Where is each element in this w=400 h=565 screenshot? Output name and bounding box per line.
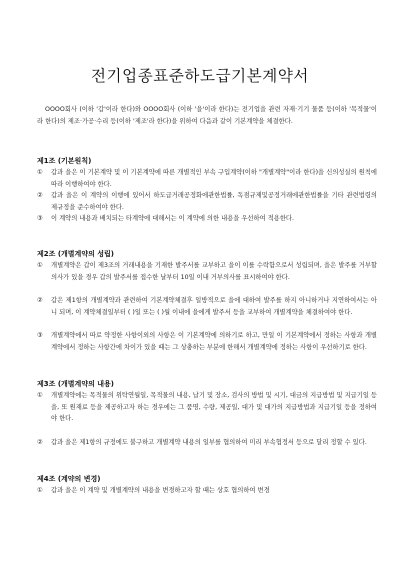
clause-2-1 — [37, 260, 377, 283]
clause-text: 개별계약에서 따로 약정한 사항이외의 사항은 이 기본계약에 의하기로 하고, 만일 이 기본계약에서 정하는 사항과 개별계약에서 정하는 사항간에 차이가 있을 때는 그 상충하는 부분에 한해서 개별계약에 정하는 사항이 우선하기로 한다. — [51, 332, 377, 351]
clause-number: ① — [37, 169, 43, 176]
clause-text: 갑과 을은 이 기본계약 및 이 기본계약에 따른 개별적인 부속 구입계약(이하 "개별계약"이라 한다)을 신의성실의 원칙에 따라 이행하여야 한다. — [51, 169, 377, 188]
clause-text: 개별계약에는 목적물의 위탁연월일, 목적물의 내용, 납기 및 장소, 검사의 방법 및 시기, 대금의 지급방법 및 지급기일 등을, 또 원재료 등을 제공하고자 하는 경우에는 그 품명, 수량, 제공일, 대가 및 대가의 지급방법과 지급기일 등을 정하여야 한다. — [51, 392, 377, 423]
clause-number: ③ — [37, 332, 43, 339]
clause-1-3 — [37, 213, 377, 225]
section-heading-3: 제3조 (개별계약의 내용) — [37, 380, 115, 388]
clause-number: ① — [37, 392, 43, 399]
clause-number: ③ — [37, 215, 43, 222]
clause-1-2 — [37, 190, 377, 213]
clause-2-2 — [37, 295, 377, 318]
clause-4-1 — [37, 485, 377, 497]
clause-text: 개별계약은 갑이 제3조의 거래내용을 기재한 발주서를 교부하고 을이 이를 수락함으로서 성립되며, 을은 발주를 거부할 의사가 있을 경우 갑의 발주서를 접수한 날부터 10일 이내 거부의사를 표시하여야 한다. — [51, 262, 377, 281]
clause-text: 갑과 을은 제1항의 규정에도 불구하고 개별계약 내용의 일부를 협의하여 미리 부속협정서 등으로 달리 정할 수 있다. — [51, 439, 367, 446]
clause-text: 갑과 을은 이 계약의 이행에 있어서 하도급거래공정화에관한법률, 독점규제및공정거래에관한법률을 기타 관련법령의 제규정을 준수하여야 한다. — [51, 192, 377, 211]
clause-number: ① — [37, 487, 43, 494]
document-title: 전기업종표준하도급기본계약서 — [90, 67, 310, 85]
section-heading-1: 제1조 (기본원칙) — [37, 157, 92, 165]
clause-2-3 — [37, 330, 377, 353]
section-heading-2: 제2조 (개별계약의 성립) — [37, 250, 115, 258]
clause-text: 갑과 을은 이 계약 및 개별계약의 내용을 변경하고자 할 때는 상호 협의하여 변경 — [51, 487, 270, 494]
clause-number: ① — [37, 262, 43, 269]
clause-number: ② — [37, 439, 43, 446]
clause-1-1 — [37, 167, 377, 190]
clause-number: ② — [37, 192, 43, 199]
clause-number: ② — [37, 297, 43, 304]
clause-text: 갑은 제1항의 개별계약과 관련하여 기본계약체결후 일방적으로 을에 대하여 발주를 하지 아니하거나 지연하여서는 아니 되며, 이 계약체결일부터 ( )일 또는 ( )월 이내에 을에게 발주서 등을 교부하여 개별계약을 체결하여야 한다. — [51, 297, 377, 316]
clause-3-1 — [37, 390, 377, 425]
intro-paragraph: OOOO회사 (이하 '갑'이라 한다)와 OOOO회사 (이하 '을'이라 한다)는 전기업을 관련 자재·기기 물품 등(이하 '목적물'이라 한다)의 제조·가공·수리 등(이하 '제조'라 한다)을 위하여 다음과 같이 기본계약을 체결한다. — [37, 106, 377, 125]
clause-text: 이 계약의 내용과 배치되는 타계약에 대해서는 이 계약에 의한 내용을 우선하여 적용한다. — [51, 215, 294, 222]
section-heading-4: 제4조 (계약의 변경) — [37, 475, 101, 483]
clause-3-2 — [37, 437, 377, 449]
